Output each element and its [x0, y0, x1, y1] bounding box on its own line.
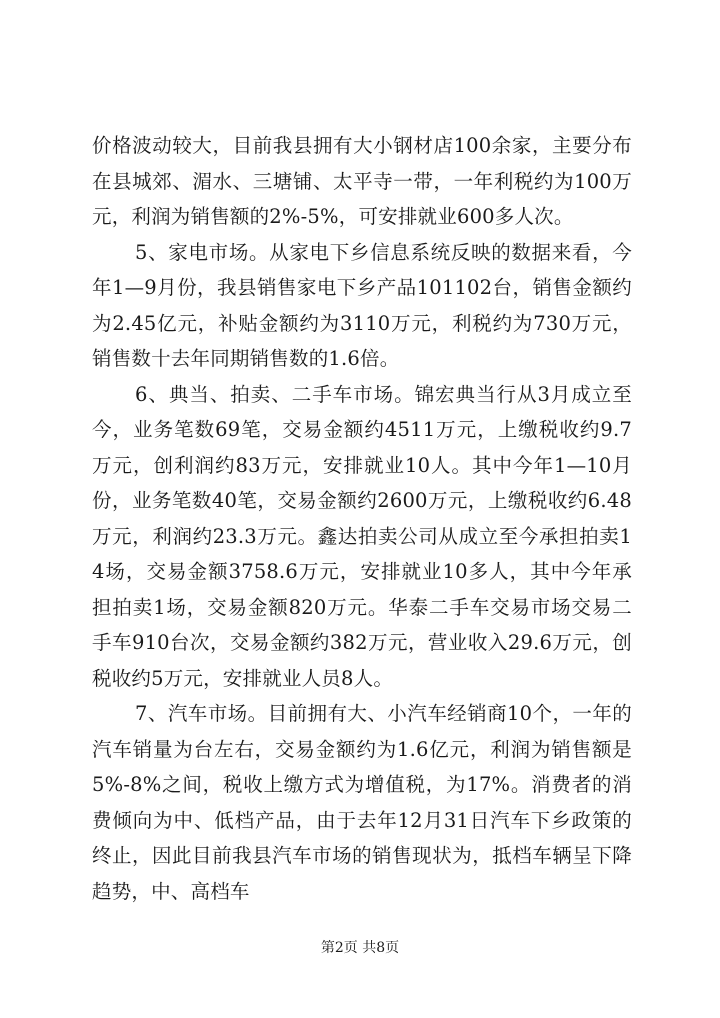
document-body	[92, 128, 632, 909]
paragraph-appliance-market: 5、家电市场。从家电下乡信息系统反映的数据来看，今年1—9月份，我县销售家电下乡产品101102台，销售金额约为2.45亿元，补贴金额约为3110万元，利税约为730万元，销售数十去年同期销售数的1.6倍。	[92, 240, 632, 370]
paragraph-auto-market: 7、汽车市场。目前拥有大、小汽车经销商10个，一年的汽车销量为台左右，交易金额约为1.6亿元，利润为销售额是5%-8%之间，税收上缴方式为增值税，为17%。消费者的消费倾向为中、低档产品，由于去年12月31日汽车下乡政策的终止，因此目前我县汽车市场的销售现状为，抵档车辆呈下降趋势，中、高档车	[92, 702, 632, 903]
paragraph-continuation: 价格波动较大，目前我县拥有大小钢材店100余家，主要分布在县城郊、湄水、三塘铺、太平寺一带，一年利税约为100万元，利润为销售额的2%-5%，可安排就业600多人次。	[92, 134, 632, 228]
page-number-footer: 第2页 共8页	[320, 940, 400, 956]
paragraph-pawn-auction-market: 6、典当、拍卖、二手车市场。锦宏典当行从3月成立至今，业务笔数69笔，交易金额约4511万元，上缴税收约9.7万元，创利润约83万元，安排就业10人。其中今年1—10月份，业务笔数40笔，交易金额约2600万元，上缴税收约6.48万元，利润约23.3万元。鑫达拍卖公司从成立至今承担拍卖14场，交易金额3758.6万元，安排就业10多人，其中今年承担拍卖1场，交易金额820万元。华泰二手车交易市场交易二手车910台次，交易金额约382万元，营业收入29.6万元，创税收约5万元，安排就业人员8人。	[92, 382, 632, 690]
